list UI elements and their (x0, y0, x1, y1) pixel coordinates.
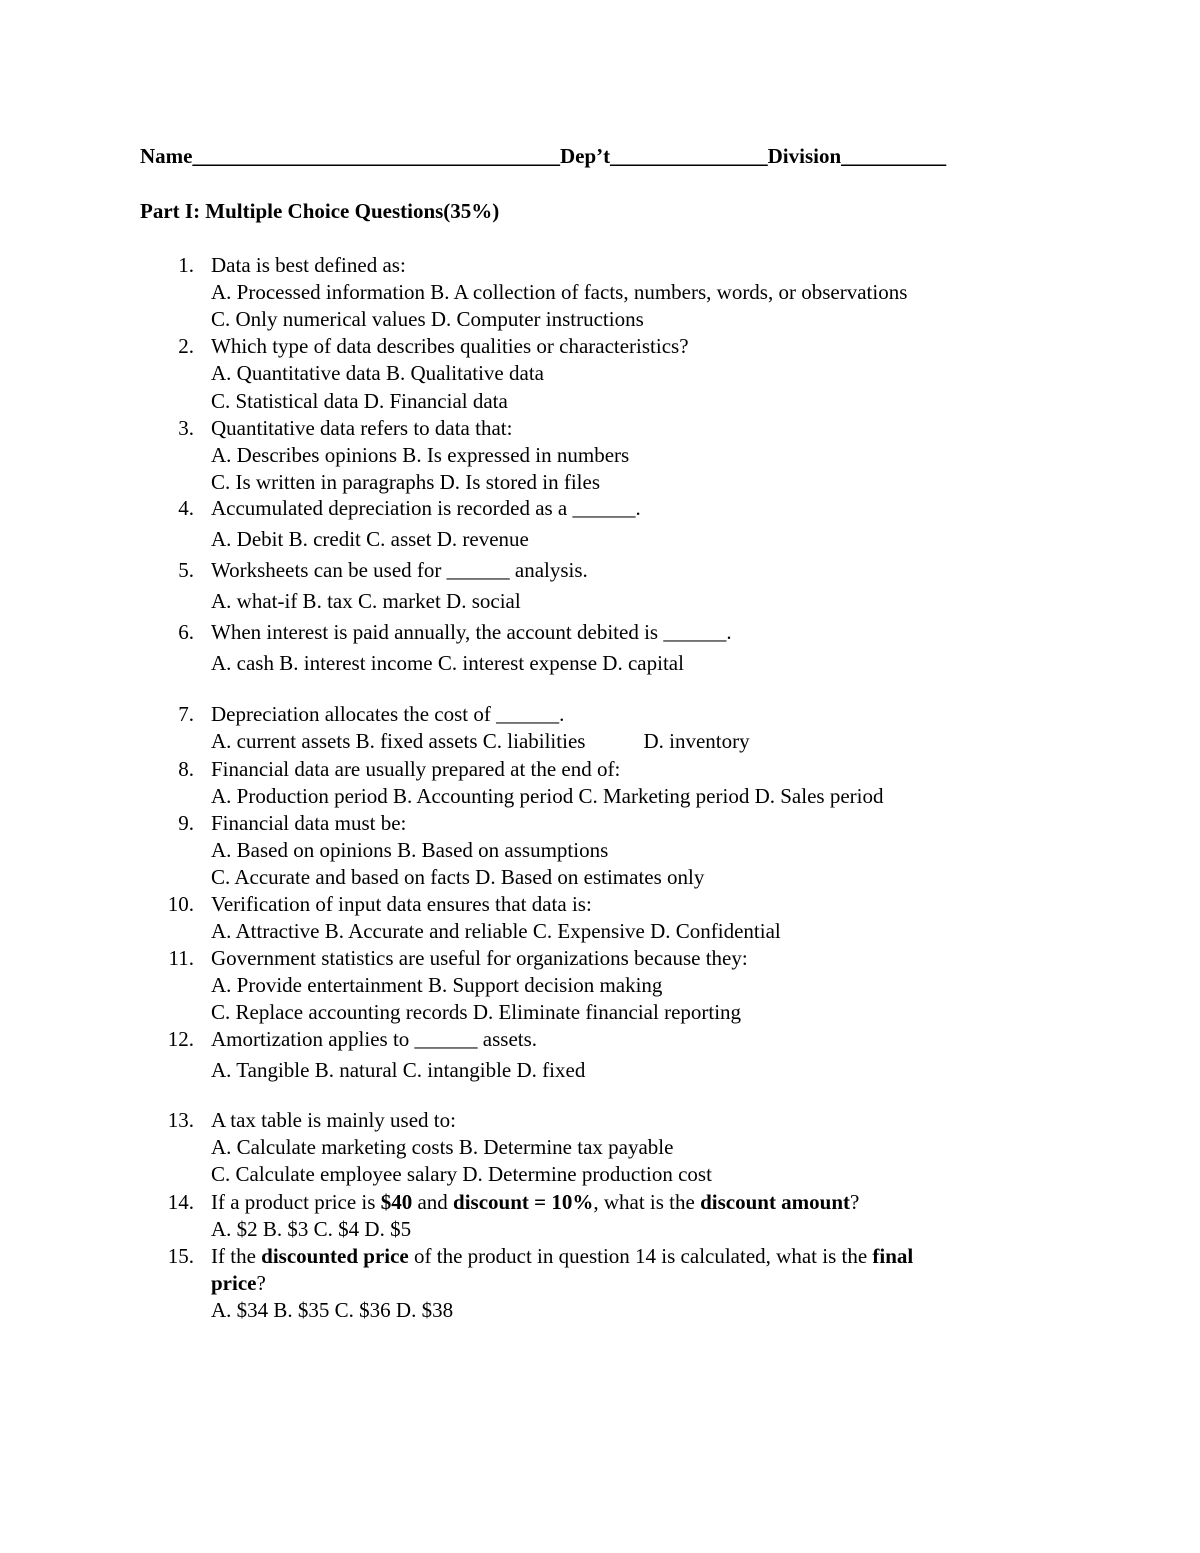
choices-line: C. Accurate and based on facts D. Based on estimates only (211, 865, 705, 889)
dept-blank: _______________ (610, 144, 768, 168)
question-text: Data is best defined as: (211, 253, 406, 277)
question-text: Quantitative data refers to data that: (211, 416, 513, 440)
text-run: If the (211, 1244, 262, 1268)
choice-d: D. inventory (643, 729, 750, 753)
question-text: Which type of data describes qualities or characteristics? (211, 334, 689, 358)
bold-run: $40 (380, 1190, 413, 1214)
question-number: 3. (178, 416, 194, 440)
choices-line: A. what-if B. tax C. market D. social (211, 589, 521, 613)
question-number: 10. (167, 892, 194, 916)
choices-line: A. Quantitative data B. Qualitative data (211, 361, 544, 385)
question-text (211, 1243, 913, 1270)
question-text: Verification of input data ensures that data is: (211, 892, 592, 916)
name-label: Name (140, 144, 193, 168)
question-number: 14. (167, 1190, 194, 1214)
choices-line: A. cash B. interest income C. interest expense D. capital (211, 651, 684, 675)
question-number: 8. (178, 757, 194, 781)
choices-abc: A. current assets B. fixed assets C. liabilities (211, 729, 586, 753)
text-run: and (412, 1190, 454, 1214)
choices-line: A. Calculate marketing costs B. Determine tax payable (211, 1135, 674, 1159)
choices-line: C. Replace accounting records D. Eliminate financial reporting (211, 1000, 742, 1024)
bold-run: final (872, 1244, 914, 1268)
question-text: When interest is paid annually, the account debited is ______. (211, 620, 732, 644)
bold-run: discounted price (261, 1244, 409, 1268)
question-text: Depreciation allocates the cost of ______. (211, 702, 565, 726)
dept-label: Dep’t (559, 144, 611, 168)
question-number: 4. (178, 496, 194, 520)
choices-line: A. Tangible B. natural C. intangible D. fixed (211, 1058, 586, 1082)
choices-line: A. $34 B. $35 C. $36 D. $38 (211, 1298, 454, 1322)
question-text (211, 1189, 859, 1216)
choices-line: C. Calculate employee salary D. Determine production cost (211, 1162, 712, 1186)
bold-run: price (211, 1271, 257, 1295)
question-number: 15. (167, 1244, 194, 1268)
text-run: of the product in question 14 is calculated, what is the (408, 1244, 873, 1268)
choices-line: A. Processed information B. A collection of facts, numbers, words, or observations (211, 280, 908, 304)
choices-line: A. Based on opinions B. Based on assumptions (211, 838, 609, 862)
division-blank: __________ (841, 144, 947, 168)
choices-line: C. Is written in paragraphs D. Is stored in files (211, 470, 601, 494)
question-number: 7. (178, 702, 194, 726)
question-text: Amortization applies to ______ assets. (211, 1027, 538, 1051)
division-label: Division (767, 144, 842, 168)
question-text: Accumulated depreciation is recorded as a ______. (211, 496, 641, 520)
section-title: Part I: Multiple Choice Questions(35%) (140, 199, 500, 223)
question-number: 11. (168, 946, 194, 970)
question-number: 6. (178, 620, 194, 644)
choices-line: C. Only numerical values D. Computer instructions (211, 307, 644, 331)
choices-line: A. Debit B. credit C. asset D. revenue (211, 527, 529, 551)
question-text-continued (211, 1270, 266, 1297)
choices-line (211, 728, 750, 755)
text-run: ? (256, 1271, 266, 1295)
choices-line: A. Attractive B. Accurate and reliable C. Expensive D. Confidential (211, 919, 781, 943)
bold-run: discount amount (700, 1190, 851, 1214)
student-info-header (140, 141, 946, 171)
question-text: Financial data are usually prepared at the end of: (211, 757, 621, 781)
question-text: Worksheets can be used for ______ analysis. (211, 558, 588, 582)
choices-line: C. Statistical data D. Financial data (211, 389, 508, 413)
question-number: 1. (178, 253, 194, 277)
choices-line: A. Production period B. Accounting period C. Marketing period D. Sales period (211, 784, 884, 808)
question-number: 12. (167, 1027, 194, 1051)
choices-line: A. $2 B. $3 C. $4 D. $5 (211, 1217, 412, 1241)
question-number: 2. (178, 334, 194, 358)
question-text: Financial data must be: (211, 811, 407, 835)
question-number: 9. (178, 811, 194, 835)
choices-line: A. Provide entertainment B. Support decision making (211, 973, 663, 997)
text-run: , what is the (593, 1190, 701, 1214)
question-number: 13. (167, 1108, 194, 1132)
question-text: A tax table is mainly used to: (211, 1108, 456, 1132)
question-number: 5. (178, 558, 194, 582)
text-run: If a product price is (211, 1190, 381, 1214)
name-blank: ___________________________________ (192, 144, 560, 168)
bold-run: discount = 10% (453, 1190, 594, 1214)
choices-line: A. Describes opinions B. Is expressed in numbers (211, 443, 630, 467)
text-run: ? (850, 1190, 860, 1214)
question-text: Government statistics are useful for organizations because they: (211, 946, 748, 970)
